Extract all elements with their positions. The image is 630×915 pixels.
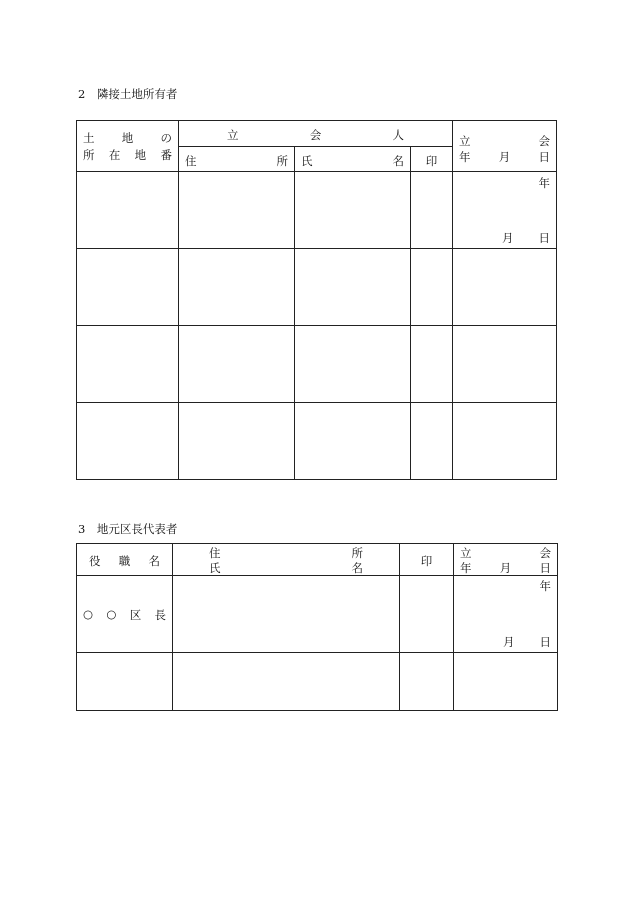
land-lot-cell[interactable] (77, 326, 179, 403)
address-cell[interactable] (179, 326, 295, 403)
date-cell[interactable] (453, 403, 557, 480)
address-name-cell[interactable] (173, 653, 400, 711)
land-lot-header: 土 地 の 所 在 地 番 (77, 121, 179, 172)
name-cell[interactable] (295, 403, 411, 480)
address-name-cell[interactable] (173, 576, 400, 653)
name-cell[interactable] (295, 249, 411, 326)
date-cell[interactable] (453, 249, 557, 326)
section3-heading: 3 地元区長代表者 (78, 522, 178, 536)
land-lot-cell[interactable] (77, 403, 179, 480)
seal-cell[interactable] (411, 326, 453, 403)
position-cell[interactable] (77, 653, 173, 711)
date-cell[interactable] (453, 326, 557, 403)
address-name-header: 住 所 氏 名 (173, 544, 400, 576)
address-cell[interactable] (179, 172, 295, 249)
district-representative-table (76, 543, 558, 711)
position-header: 役 職 名 (77, 544, 173, 576)
witness-date-header: 立 会 年 月 日 (454, 544, 558, 576)
table-row (77, 403, 557, 480)
name-cell[interactable] (295, 172, 411, 249)
seal-cell[interactable] (411, 172, 453, 249)
seal-header: 印 (400, 544, 454, 576)
seal-cell[interactable] (411, 249, 453, 326)
table-row (77, 326, 557, 403)
address-cell[interactable] (179, 403, 295, 480)
name-cell[interactable] (295, 326, 411, 403)
land-lot-cell[interactable] (77, 172, 179, 249)
witness-header: 立 会 人 (179, 121, 453, 147)
date-cell[interactable]: 年 月 日 (454, 576, 558, 653)
position-cell[interactable]: ○ ○ 区 長 (77, 576, 173, 653)
witness-date-header: 立 会 年 月 日 (453, 121, 557, 172)
table-row (77, 576, 558, 653)
seal-cell[interactable] (400, 576, 454, 653)
land-lot-cell[interactable] (77, 249, 179, 326)
address-header: 住 所 (179, 147, 295, 172)
section2-heading: 2 隣接土地所有者 (78, 87, 178, 101)
date-cell[interactable]: 年 月 日 (453, 172, 557, 249)
seal-header: 印 (411, 147, 453, 172)
address-cell[interactable] (179, 249, 295, 326)
date-cell[interactable] (454, 653, 558, 711)
table-row (77, 653, 558, 711)
seal-cell[interactable] (411, 403, 453, 480)
name-header: 氏 名 (295, 147, 411, 172)
table-row (77, 249, 557, 326)
seal-cell[interactable] (400, 653, 454, 711)
adjacent-owners-table (76, 120, 557, 480)
table-row (77, 172, 557, 249)
